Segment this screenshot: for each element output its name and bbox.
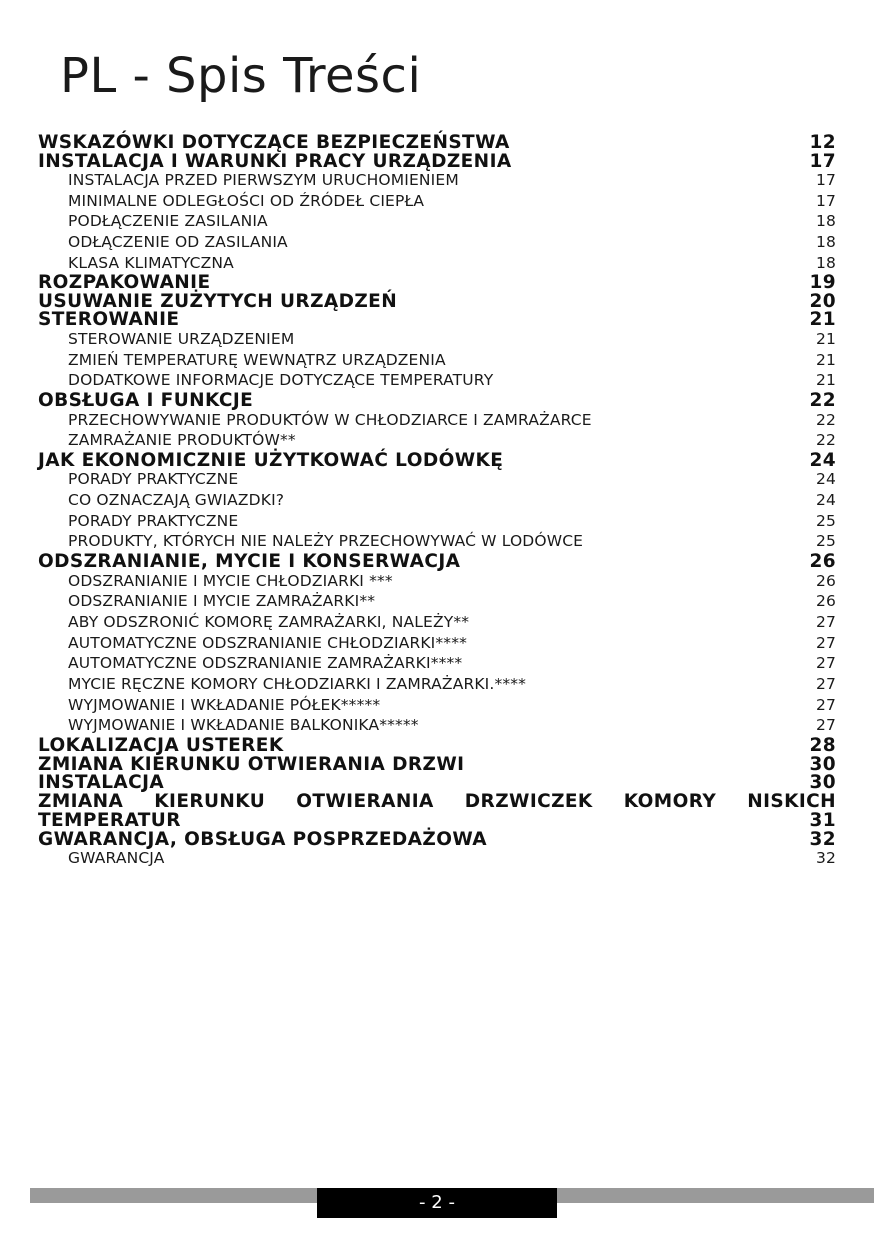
toc-entry-title: ODSZRANIANIE, MYCIE I KONSERWACJA — [38, 551, 461, 573]
toc-entry-sub[interactable] — [38, 674, 836, 695]
toc-entry-page: 21 — [815, 329, 836, 348]
toc-entry-sub[interactable] — [38, 232, 836, 253]
toc-entry-page: 25 — [815, 511, 836, 530]
toc-entry-sub[interactable] — [38, 410, 836, 431]
toc-entry-sub[interactable] — [38, 653, 836, 674]
toc-entry-page: 17 — [809, 150, 836, 172]
toc-entry-title: ZMIEŃ TEMPERATURĘ WEWNĄTRZ URZĄDZENIA — [68, 350, 446, 369]
toc-entry-title: AUTOMATYCZNE ODSZRANIANIE ZAMRAŻARKI**** — [68, 654, 463, 673]
toc-entry-main[interactable] — [38, 792, 836, 830]
toc-entry-page: 20 — [809, 290, 836, 312]
toc-entry-sub[interactable] — [38, 211, 836, 232]
toc-entry-title: JAK EKONOMICZNIE UŻYTKOWAĆ LODÓWKĘ — [38, 449, 504, 471]
toc-entry-page: 24 — [809, 449, 836, 471]
toc-entry-sub[interactable] — [38, 531, 836, 552]
toc-entry-sub[interactable] — [38, 633, 836, 654]
toc-entry-title: WYJMOWANIE I WKŁADANIE PÓŁEK***** — [68, 695, 381, 714]
toc-entry-page: 24 — [815, 470, 836, 489]
toc-entry-page: 22 — [815, 431, 836, 450]
toc-entry-sub[interactable] — [38, 191, 836, 212]
toc-entry-page: 26 — [815, 592, 836, 611]
toc-entry-main[interactable] — [38, 391, 836, 410]
toc-entry-page: 27 — [815, 633, 836, 652]
toc-entry-page: 17 — [815, 191, 836, 210]
toc-entry-title: ABY ODSZRONIĆ KOMORĘ ZAMRAŻARKI, NALEŻY** — [68, 613, 470, 631]
toc-entry-sub[interactable] — [38, 490, 836, 511]
toc-entry-title: CO OZNACZAJĄ GWIAZDKI? — [68, 491, 285, 510]
toc-entry-title: ODSZRANIANIE I MYCIE CHŁODZIARKI *** — [68, 571, 393, 590]
toc-entry-sub[interactable] — [38, 571, 836, 592]
toc-entry-title: KLASA KLIMATYCZNA — [68, 253, 234, 272]
toc-entry-page: 30 — [809, 772, 836, 794]
toc-entry-title: ZAMRAŻANIE PRODUKTÓW** — [68, 431, 296, 450]
table-of-contents — [38, 133, 836, 869]
toc-entry-title: ODSZRANIANIE I MYCIE ZAMRAŻARKI** — [68, 592, 376, 611]
toc-entry-title: WYJMOWANIE I WKŁADANIE BALKONIKA***** — [68, 716, 419, 735]
toc-entry-page: 27 — [815, 716, 836, 735]
toc-entry-main[interactable] — [38, 451, 836, 470]
toc-entry-title: PODŁĄCZENIE ZASILANIA — [68, 212, 268, 231]
toc-entry-title: GWARANCJA — [68, 849, 165, 868]
toc-entry-sub[interactable] — [38, 695, 836, 716]
toc-entry-sub[interactable] — [38, 612, 836, 633]
toc-entry-page: 21 — [809, 309, 836, 331]
toc-entry-page: 22 — [815, 410, 836, 429]
toc-entry-main[interactable] — [38, 773, 836, 792]
toc-entry-sub[interactable] — [38, 170, 836, 191]
toc-entry-sub[interactable] — [38, 848, 836, 869]
toc-entry-page: 21 — [815, 350, 836, 369]
toc-entry-page: 19 — [809, 272, 836, 294]
toc-entry-title: STEROWANIE URZĄDZENIEM — [68, 329, 295, 348]
toc-entry-title: STEROWANIE — [38, 309, 180, 331]
toc-entry-page: 22 — [809, 390, 836, 411]
toc-entry-page: 24 — [815, 491, 836, 510]
toc-entry-title: INSTALACJA PRZED PIERWSZYM URUCHOMIENIEM — [68, 171, 459, 189]
toc-entry-main[interactable] — [38, 755, 836, 774]
toc-entry-page: 27 — [815, 613, 836, 631]
toc-entry-page: 27 — [815, 675, 836, 694]
toc-entry-sub[interactable] — [38, 350, 836, 371]
toc-entry-page: 31 — [809, 809, 836, 831]
toc-entry-page: 26 — [809, 551, 836, 573]
toc-entry-title: ZMIANA KIERUNKU OTWIERANIA DRZWICZEK KOMORY NISKICH — [38, 790, 836, 812]
toc-entry-title: USUWANIE ZUŻYTYCH URZĄDZEŃ — [38, 290, 398, 312]
toc-entry-title: INSTALACJA I WARUNKI PRACY URZĄDZENIA — [38, 150, 512, 172]
toc-entry-page: 27 — [815, 654, 836, 673]
toc-entry-title: AUTOMATYCZNE ODSZRANIANIE CHŁODZIARKI**** — [68, 633, 468, 652]
page-title: PL - Spis Treści — [60, 48, 422, 104]
toc-entry-page: 32 — [809, 828, 836, 850]
toc-entry-sub[interactable] — [38, 430, 836, 451]
toc-entry-sub[interactable] — [38, 469, 836, 490]
toc-entry-page: 18 — [815, 253, 836, 272]
toc-entry-page: 18 — [815, 212, 836, 231]
toc-entry-main[interactable] — [38, 273, 836, 292]
toc-entry-sub[interactable] — [38, 329, 836, 350]
toc-entry-main[interactable] — [38, 133, 836, 152]
toc-entry-title: ODŁĄCZENIE OD ZASILANIA — [68, 233, 288, 252]
toc-entry-page: 30 — [809, 753, 836, 775]
toc-entry-title-continued: TEMPERATUR — [38, 809, 181, 831]
toc-entry-title: ZMIANA KIERUNKU OTWIERANIA DRZWI — [38, 753, 465, 775]
toc-entry-sub[interactable] — [38, 591, 836, 612]
toc-entry-page: 18 — [815, 233, 836, 252]
toc-entry-title: MINIMALNE ODLEGŁOŚCI OD ŹRÓDEŁ CIEPŁA — [68, 191, 425, 210]
toc-entry-page: 28 — [809, 735, 836, 757]
toc-entry-sub[interactable] — [38, 511, 836, 532]
toc-entry-page: 25 — [815, 532, 836, 551]
toc-entry-title: ROZPAKOWANIE — [38, 272, 211, 294]
toc-entry-sub[interactable] — [38, 253, 836, 274]
toc-entry-page: 32 — [815, 849, 836, 868]
toc-entry-title: LOKALIZACJA USTEREK — [38, 735, 284, 757]
toc-entry-title: PRODUKTY, KTÓRYCH NIE NALEŻY PRZECHOWYWAĆ W LODÓWCE — [68, 532, 584, 551]
toc-entry-title: PRZECHOWYWANIE PRODUKTÓW W CHŁODZIARCE I ZAMRAŻARCE — [68, 410, 592, 429]
toc-entry-title: MYCIE RĘCZNE KOMORY CHŁODZIARKI I ZAMRAŻARKI.**** — [68, 675, 527, 694]
toc-entry-page: 26 — [815, 571, 836, 590]
toc-entry-main[interactable] — [38, 152, 836, 171]
toc-entry-page: 21 — [815, 371, 836, 390]
toc-entry-title: GWARANCJA, OBSŁUGA POSPRZEDAŻOWA — [38, 828, 488, 850]
toc-entry-title: PORADY PRAKTYCZNE — [68, 470, 239, 489]
page-number: - 2 - — [317, 1188, 557, 1218]
toc-entry-title: DODATKOWE INFORMACJE DOTYCZĄCE TEMPERATURY — [68, 371, 494, 390]
toc-entry-title: WSKAZÓWKI DOTYCZĄCE BEZPIECZEŃSTWA — [38, 132, 510, 153]
toc-entry-main[interactable] — [38, 736, 836, 755]
toc-entry-main[interactable] — [38, 830, 836, 849]
toc-entry-main[interactable] — [38, 552, 836, 571]
toc-entry-page: 12 — [809, 132, 836, 153]
toc-entry-title: PORADY PRAKTYCZNE — [68, 511, 239, 530]
toc-entry-sub[interactable] — [38, 370, 836, 391]
toc-entry-main[interactable] — [38, 310, 836, 329]
toc-entry-page: 17 — [815, 171, 836, 189]
toc-entry-page: 27 — [815, 695, 836, 714]
toc-entry-title: OBSŁUGA I FUNKCJE — [38, 390, 254, 411]
toc-entry-sub[interactable] — [38, 715, 836, 736]
toc-entry-main[interactable] — [38, 292, 836, 311]
toc-entry-title: INSTALACJA — [38, 772, 165, 794]
